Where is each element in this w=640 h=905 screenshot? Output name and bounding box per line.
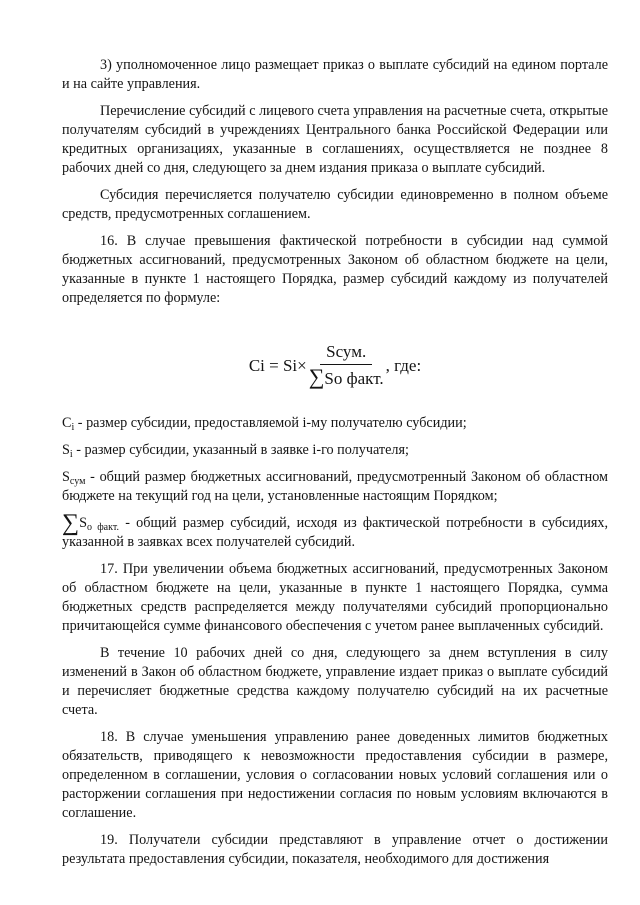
paragraph-item-3: 3) уполномоченное лицо размещает приказ о выплате субсидий на едином портале и на сайте управления. [62,57,608,92]
ci-symbol: C [62,415,72,431]
paragraph-item-18: 18. В случае уменьшения управлению ранее доведенных лимитов бюджетных обязательств, приводящего к невозможности предоставления субсидии в размере, определенном в соглашении, условия о согласовании новых условий соглашения или о расторжении соглашения при недостижении согласия по новым условиям включаются в соглашение. [62,729,608,821]
ssum-text: - общий размер бюджетных ассигнований, предусмотренный Законом об областном бюджете на текущий год на цели, установленные настоящим Порядком; [62,469,608,504]
ci-subscript: i [71,422,75,433]
definition-ssum [62,468,608,506]
paragraph-item-19: 19. Получатели субсидии представляют в управление отчет о достижении результата предоставления субсидии, показателя, необходимого для достижения [62,832,608,867]
formula-fraction [309,342,384,389]
so-sum-sign: ∑ [62,510,80,536]
so-text: - общий размер субсидий, исходя из фактической потребности в субсидиях, указанной в заявках всех получателей субсидий. [62,515,609,550]
definition-ci [62,414,608,433]
si-symbol: S [62,442,70,458]
formula-denominator: So факт. [324,368,384,388]
formula-denominator-wrap [309,365,384,389]
subsidy-formula [62,328,608,402]
so-symbol: S [79,515,87,531]
paragraph-item-17: 17. При увеличении объема бюджетных ассигнований, предусмотренных Законом об областном бюджете на цели, указанные в пункте 1 настоящего Порядка, сумма бюджетных средств распределяется между получателями субсидий пропорционально причитающейся сумме финансового обеспечения с учетом ранее выплаченных субсидий. [62,561,608,634]
paragraph-10-days: В течение 10 рабочих дней со дня, следующего за днем вступления в силу изменений в Закон об областном бюджете, управление издает приказ о выплате субсидий и перечисляет бюджетные средства каждому получателю субсидий на их расчетные счета. [62,645,608,718]
formula-times: × [297,355,307,375]
si-subscript: i [69,449,73,460]
ssum-subscript: сум [69,476,86,487]
definition-so [62,510,609,552]
paragraph-item-16: 16. В случае превышения фактической потребности в субсидии над суммой бюджетных ассигнований, предусмотренных Законом об областном бюджете на цели, указанные в пункте 1 настоящего Порядка, размер субсидий каждому из получателей определяется по формуле: [62,233,608,306]
so-subscript: о факт. [87,522,119,533]
document-page [62,56,608,877]
paragraph-transfer: Перечисление субсидий с лицевого счета управления на расчетные счета, открытые получателям субсидий в учреждениях Центрального банка Российской Федерации или кредитных организациях, указанные в соглашениях, осуществляется не позднее 8 рабочих дней со дня, следующего за днем издания приказа о выплате субсидий. [62,103,608,176]
definition-si [62,441,608,460]
formula-numerator: Sсум. [320,342,372,365]
paragraph-single-transfer: Субсидия перечисляется получателю субсидии единовременно в полном объеме средств, предусмотренных соглашением. [62,187,608,222]
ci-text: - размер субсидии, предоставляемой i-му получателю субсидии; [74,415,467,431]
formula-suffix: , где: [385,355,422,375]
si-text: - размер субсидии, указанный в заявке i-го получателя; [72,442,409,458]
formula-lhs: Ci = Si [248,355,298,375]
formula-sum-sign: ∑ [308,363,325,389]
ssum-symbol: S [62,469,70,485]
